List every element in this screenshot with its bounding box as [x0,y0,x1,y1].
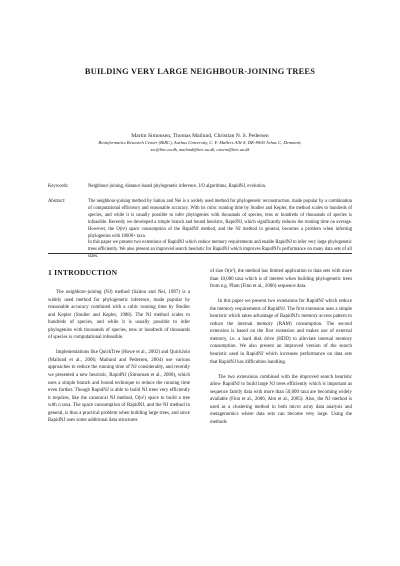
abstract-paragraph: In this paper we present two extentions of RapidNJ which reduce memory requirements and enable RapidNJ to infer very large phylogenetic trees efficiently. We also present an improved search heuristic for RapidNJ which improves RapidNJ's performance on many data sets of all sizes. [88,240,352,260]
abstract-label: Abstract: [48,199,66,204]
affiliation: Bioinformatics Research Center (BiRC), Aarhus University, C. F. Møllers Allé 8, DK-8000 Århus C, Denmark, [98,140,302,145]
abstract-paragraph: The neighbour-joining method by Saitou and Nei is a widely used method for phylogenetic reconstruction, made popular by a combination of computational efficiency and reasonable accuracy. With its cubic running time by Studier and Kepler, the method scales to hundreds of species, and while it is usually possible to infer phylogenies with thousands of species, tens or hundreds of thousands of species is infeasible. Recently we developed a simple branch and bound heuristic, RapidNJ, which significantly reduces the running time on average. However, the O(n²) space consumption of the RapidNJ method, and the NJ method in general, becomes a problem when inferring phylogenies with 10000+ taxa. [88,199,352,239]
keywords-text: Neighbour-joining, distance based phylogenetic inference, I/O algorithms, RapidNJ, evolution. [88,184,267,189]
body-paragraph: Implementations like QuickTree (Howe et al., 2002) and QuickJoin (Mailund et al., 2006; Mailund and Pedersen, 2004) use various approaches to reduce the running time of NJ considerably, and recently we presented a new heuristic, RapidNJ (Simonsen et al., 2008), which uses a simple branch and bound technique to reduce the running time even further. Though RapidNJ is able to build NJ trees very efficiently it requires, like the canonical NJ method, O(n²) space to build a tree with n taxa. The space consumption of RapidNJ, and the NJ method in general, is thus a practical problem when building large trees, and since RapidNJ uses some additional data structures [48,350,190,424]
right-column [210,268,352,426]
left-column [48,289,190,425]
body-paragraph: of size O(n²), the method has limited application to data sets with more than 10,000 taxa which is of interest when building phylogenetic trees from e.g. Pfam (Finn et al., 2006) sequence data. [210,269,352,290]
author-emails: zsr@birc.au.dk, mailund@birc.au.dk, cstorm@birc.au.dk [150,146,250,152]
abstract-divider [48,253,352,254]
body-paragraph: The neighbour-joining (NJ) method (Saitou and Nei, 1987) is a widely used method for phylogenetic inference, made popular by reasonable accuracy combined with a cubic running time by Studier and Kepler (Studier and Kepler, 1988). The NJ method scales to hundreds of species, and while it is usually possible to infer phylogenies with thousands of species, tens or hundreds of thousands of species is computational infeasible. [48,290,190,341]
author-list: Martin Simonsen, Thomas Mailund, Christian N. S. Pedersen [131,133,269,139]
body-paragraph: The two extensions combined with the improved search heuristic allow RapidNJ to build large NJ trees efficiently which is important as sequence family data with more than 50,000 taxa are becoming widely available (Finn et al., 2006; Alm et al., 2005). Also, the NJ method is used as a clustering method in both micro array data analysis and metagenomics where data sets can become very large. Using the methods [210,374,352,425]
section-heading: 1 INTRODUCTION [48,268,118,277]
body-paragraph: In this paper we present two extensions for RapidNJ which reduce the memory requirements of RapidNJ. The first extension uses a simple heuristic which takes advantage of RapidNJ's memory access pattern to reduce the internal memory (RAM) consumption. The second extension is based on the first extension and makes use of external memory, i.e. a hard disk drive (HDD) to alleviate internal memory consumption. We also present an improved version of the search heuristic used in RapidNJ which increases performance on data sets that RapidNJ has difficulties handling. [210,299,352,365]
paper-title: BUILDING VERY LARGE NEIGHBOUR-JOINING TREES [84,67,316,76]
keywords-label: Keywords: [48,184,69,189]
